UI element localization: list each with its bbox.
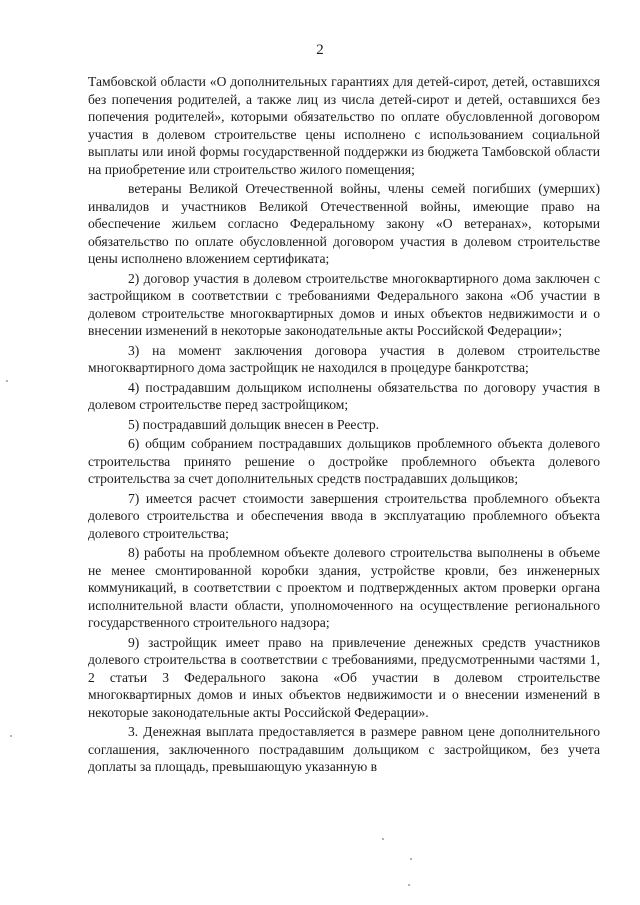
page-number: 2 [316, 42, 324, 58]
scan-speck [408, 884, 410, 886]
paragraph-veterans: ветераны Великой Отечественной войны, члены семей погибших (умерших) инвалидов и участников Великой Отечественной войны, имеющие право на обеспечение жильем согласно Федеральному закону «О ветеранах», которыми обязательство по оплате обусловленной договором участия в долевом строительстве цены исполнено вложением сертификата; [88, 181, 600, 266]
paragraph-item-4: 4) пострадавшим дольщиком исполнены обязательства по договору участия в долевом строительстве перед застройщиком; [88, 379, 600, 412]
paragraph-item-3: 3) на момент заключения договора участия в долевом строительстве многоквартирного дома застройщик не находился в процедуре банкротства; [88, 342, 600, 375]
scan-speck [410, 858, 412, 860]
paragraph-item-5: 5) пострадавший дольщик внесен в Реестр. [128, 416, 380, 432]
scan-speck [6, 380, 8, 382]
paragraph-item-2: 2) договор участия в долевом строительстве многоквартирного дома заключен с застройщиком в соответствии с требованиями Федерального закона «Об участии в долевом строительстве многоквартирных домов и иных объектов недвижимости и о внесении изменений в некоторые законодательные акты Российской Федерации»; [88, 270, 600, 338]
scan-speck [10, 735, 12, 737]
paragraph-continuation: Тамбовской области «О дополнительных гарантиях для детей-сирот, детей, оставшихся без попечения родителей, а также лиц из числа детей-сирот и детей, оставшихся без попечения родителей», которыми обязательство по оплате обусловленной договором участия в долевом строительстве цены исполнено с использованием социальной выплаты или иной формы государственной поддержки из бюджета Тамбовской области на приобретение или строительство жилого помещения; [88, 74, 600, 177]
paragraph-item-8: 8) работы на проблемном объекте долевого строительства выполнены в объеме не менее смонтированной коробки здания, устройстве кровли, без инженерных коммуникаций, в соответствии с проектом и подтвержденных актом проверки органа исполнительной власти области, уполномоченного на осуществление регионального государственного строительного надзора; [88, 545, 600, 630]
scan-speck [382, 838, 384, 840]
document-body [88, 73, 600, 776]
paragraph-item-9: 9) застройщик имеет право на привлечение денежных средств участников долевого строительства в соответствии с требованиями, предусмотренными частями 1, 2 статьи 3 Федерального закона «Об участии в долевом строительстве многоквартирных домов и иных объектов недвижимости и о внесении изменений в некоторые законодательные акты Российской Федерации». [88, 634, 600, 720]
paragraph-item-7: 7) имеется расчет стоимости завершения строительства проблемного объекта долевого строительства и обеспечения ввода в эксплуатацию проблемного объекта долевого строительства; [88, 490, 600, 541]
paragraph-item-6: 6) общим собранием пострадавших дольщиков проблемного объекта долевого строительства принято решение о достройке проблемного объекта долевого строительства за счет дополнительных средств пострадавших дольщиков; [88, 436, 600, 486]
paragraph-section-3: 3. Денежная выплата предоставляется в размере равном цене дополнительного соглашения, заключенного пострадавшим дольщиком с застройщиком, без учета доплаты за площадь, превышающую указанную в [88, 724, 600, 774]
